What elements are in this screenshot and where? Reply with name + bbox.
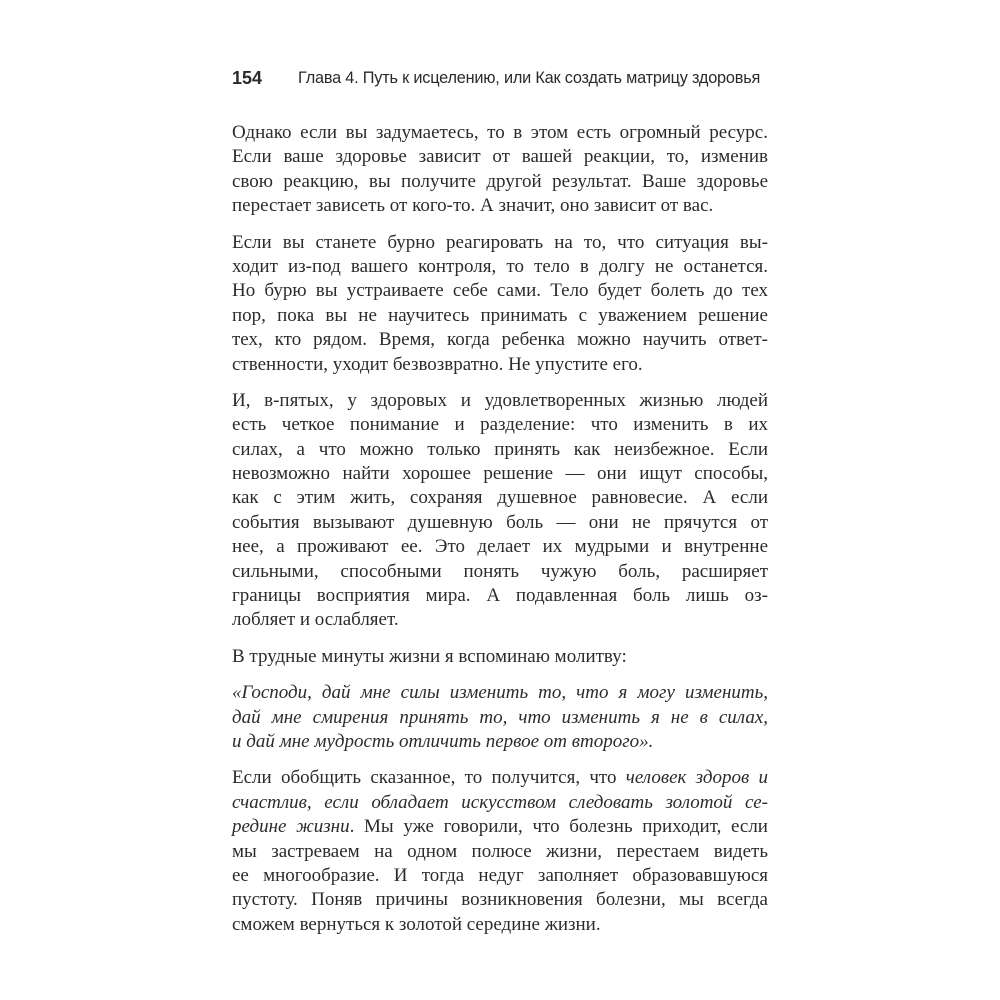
text-line: ходит из-под вашего контроля, то тело в долгу не останется.	[232, 255, 768, 277]
text-line: пустоту. Поняв причины возникновения болезни, мы всегда	[232, 889, 768, 911]
page-body	[232, 121, 768, 949]
text-line: перестает зависеть от кого-то. А значит, оно зависит от вас.	[232, 195, 714, 217]
text-line: свою реакцию, вы получите другой результат. Ваше здоровье	[232, 170, 768, 192]
text-line: силах, а что можно только принять как неизбежное. Если	[232, 438, 768, 460]
paragraph	[232, 645, 768, 669]
text-line: как с этим жить, сохраняя душевное равновесие. А если	[232, 487, 768, 509]
text-line: нее, а проживают ее. Это делает их мудрыми и внутренне	[232, 536, 768, 558]
emphasis-text: счастлив, если обладает искусством следовать золотой се-	[232, 791, 768, 813]
text-line	[232, 766, 768, 790]
text-line: невозможно найти хорошее решение — они ищут способы,	[232, 463, 768, 485]
text-line: Но бурю вы устраиваете себе сами. Тело будет болеть до тех	[232, 280, 768, 302]
emphasis-text: человек здоров и	[625, 767, 768, 789]
text-line: Если ваше здоровье зависит от вашей реакции, то, изменив	[232, 146, 768, 168]
text-line: «Господи, дай мне силы изменить то, что я могу изменить,	[232, 682, 768, 704]
text-line: мы застреваем на одном полюсе жизни, перестаем видеть	[232, 840, 768, 862]
text-line: лобляет и ослабляет.	[232, 609, 399, 631]
text-line	[232, 815, 768, 839]
emphasis-text: редине жизни	[232, 816, 350, 838]
paragraph	[232, 121, 768, 219]
text-line: есть четкое понимание и разделение: что изменить в их	[232, 414, 768, 436]
running-title: Глава 4. Путь к исцелению, или Как создать матрицу здоровья	[298, 69, 761, 87]
text-line: границы восприятия мира. А подавленная боль лишь оз-	[232, 585, 768, 607]
paragraph	[232, 766, 768, 937]
text-line: Однако если вы задумаетесь, то в этом есть огромный ресурс.	[232, 122, 768, 143]
running-header	[232, 68, 772, 92]
text-segment: Если обобщить сказанное, то получится, что	[232, 767, 626, 789]
text-line: тех, кто рядом. Время, когда ребенка можно научить ответ-	[232, 329, 768, 351]
text-line: ее многообразие. И тогда недуг заполняет образовавшуюся	[232, 864, 768, 886]
paragraph	[232, 231, 768, 377]
text-line: и дай мне мудрость отличить первое от второго».	[232, 730, 654, 752]
text-line	[232, 791, 768, 815]
text-line: И, в-пятых, у здоровых и удовлетворенных жизнью людей	[232, 389, 768, 411]
page-number: 154	[232, 68, 263, 88]
text-line: ственности, уходит безвозвратно. Не упустите его.	[232, 353, 643, 375]
text-line: Если вы станете бурно реагировать на то, что ситуация вы-	[232, 231, 768, 253]
prayer-quote	[232, 681, 768, 754]
text-line: В трудные минуты жизни я вспоминаю молитву:	[232, 645, 627, 667]
text-line: сильными, способными понять чужую боль, расширяет	[232, 560, 768, 582]
text-line: события вызывают душевную боль — они не прячутся от	[232, 511, 768, 533]
text-segment: . Мы уже говорили, что болезнь приходит, если	[349, 816, 768, 838]
paragraph	[232, 389, 768, 633]
text-line: пор, пока вы не научитесь принимать с уважением решение	[232, 304, 768, 326]
text-line: сможем вернуться к золотой середине жизни.	[232, 913, 601, 935]
text-line: дай мне смирения принять то, что изменить я не в силах,	[232, 706, 768, 728]
